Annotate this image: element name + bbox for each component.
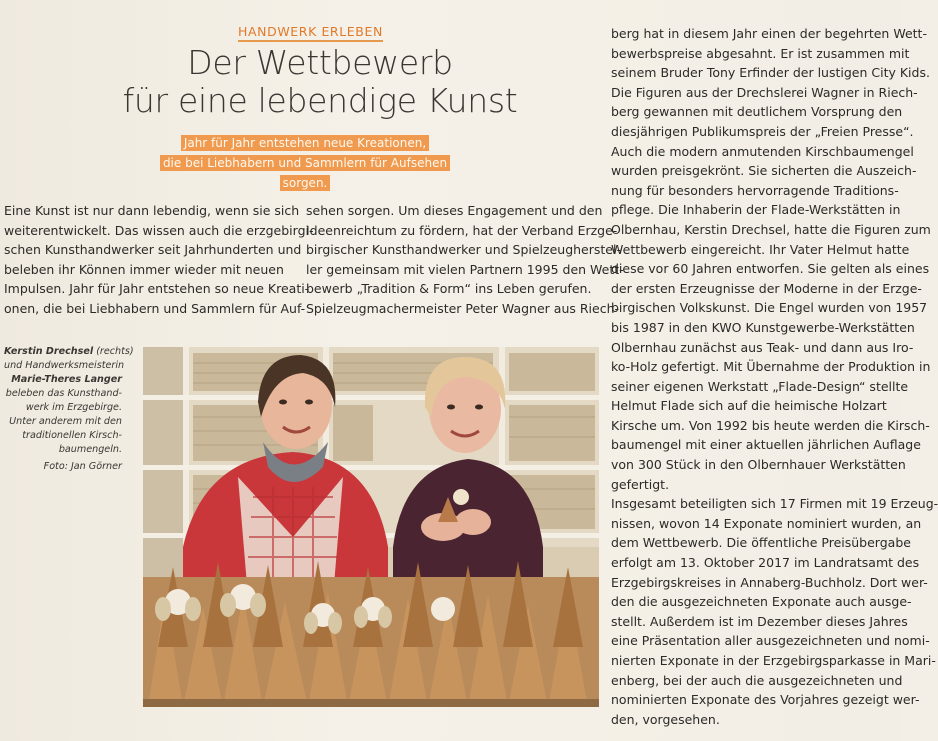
body-line: der ersten Erzeugnisse der Moderne in der Erzge- xyxy=(611,280,922,296)
body-line: den die ausgezeichneten Exponate auch ausge- xyxy=(611,594,912,610)
caption-name-1-note: (rechts) xyxy=(93,346,134,357)
body-line: Spielzeugmachermeister Peter Wagner aus Riech- xyxy=(306,300,620,316)
body-line: bis 1987 in den KWO Kunstgewerbe-Werkstätten xyxy=(611,319,915,335)
body-column-3 xyxy=(611,24,938,729)
caption-line: Unter anderem mit den xyxy=(9,416,122,427)
body-line: diese vor 60 Jahren entworfen. Sie gelten als eines xyxy=(611,261,930,277)
body-line: von 300 Stück in den Olbernhauer Werkstätten xyxy=(611,457,906,473)
body-line: nierten Exponate in der Erzgebirgsparkasse in Mari- xyxy=(611,653,936,668)
body-line: birgischen Volkskunst. Die Engel wurden von 1957 xyxy=(611,300,928,316)
body-line: Eine Kunst ist nur dann lebendig, wenn sie sich xyxy=(4,203,300,218)
body-line: seiner eigenen Werkstatt „Flade-Design“ stellte xyxy=(611,378,909,394)
body-line: birgischer Kunsthandwerker und Spielzeugherstel- xyxy=(306,242,621,258)
photo-illustration xyxy=(143,347,599,707)
body-line: seinem Bruder Tony Erfinder der lustigen City Kids. xyxy=(611,65,930,81)
body-line: ler gemeinsam mit vielen Partnern 1995 den Wett- xyxy=(306,261,624,277)
caption-line: werk im Erzgebirge. xyxy=(25,402,122,413)
body-line: Impulsen. Jahr für Jahr entstehen so neue Kreati- xyxy=(4,281,310,297)
headline-line-2: für eine lebendige Kunst xyxy=(122,81,518,120)
subheadline-line-1: Jahr für Jahr entstehen neue Kreationen, xyxy=(181,135,429,151)
body-line: baumengel mit einer aktuellen jährlichen Auflage xyxy=(611,437,921,453)
headline xyxy=(40,44,600,120)
body-column-1 xyxy=(4,201,314,319)
body-line: Die Figuren aus der Drechslerei Wagner in Riech- xyxy=(611,84,918,100)
subheadline-line-2: die bei Liebhabern und Sammlern für Aufsehen sorgen. xyxy=(160,155,450,191)
body-line: sehen sorgen. Um dieses Engagement und den xyxy=(306,203,603,218)
body-line: erfolgt am 13. Oktober 2017 im Landratsamt des xyxy=(611,555,920,571)
body-line: Olbernhau, Kerstin Drechsel, hatte die Figuren zum xyxy=(611,221,931,237)
article-photo xyxy=(143,347,599,707)
body-line: schen Kunsthandwerker seit Jahrhunderten und xyxy=(4,242,302,258)
body-line: berg gewannen mit deutlichem Vorsprung den xyxy=(611,104,903,120)
body-line: Insgesamt beteiligten sich 17 Firmen mit 19 Erzeug- xyxy=(611,496,938,512)
body-line: den, vorgesehen. xyxy=(611,711,720,727)
body-line: Olbernhau zunächst aus Teak- und dann aus Iro- xyxy=(611,339,914,355)
photo-credit: Foto: Jan Görner xyxy=(43,461,122,472)
subheadline xyxy=(140,133,470,193)
body-line: weiterentwickelt. Das wissen auch die erzgebirgi- xyxy=(4,222,314,238)
body-line: berg hat in diesem Jahr einen der begehrten Wett- xyxy=(611,26,927,41)
body-line: nissen, wovon 14 Exponate nominiert wurden, an xyxy=(611,515,922,531)
body-line: Wettbewerb eingereicht. Ihr Vater Helmut hatte xyxy=(611,241,910,257)
body-line: nung für besonders hervorragende Traditions- xyxy=(611,182,899,198)
body-line: gefertigt. xyxy=(611,476,670,492)
body-line: dem Wettbewerb. Die öffentliche Preisübergabe xyxy=(611,535,911,551)
caption-name-2: Marie-Theres Langer xyxy=(11,374,122,385)
body-line: Kirsche um. Von 1992 bis heute werden die Kirsch- xyxy=(611,417,930,433)
body-line: onen, die bei Liebhabern und Sammlern für Auf- xyxy=(4,300,306,316)
headline-line-1: Der Wettbewerb xyxy=(187,43,453,82)
caption-name-1: Kerstin Drechsel xyxy=(4,346,94,357)
body-line: wurden preisgekrönt. Sie sicherten die Auszeich- xyxy=(611,163,917,179)
body-line: nominierten Exponate des Vorjahres gezeigt wer- xyxy=(611,692,920,708)
body-line: diesjährigen Publikumspreis der „Freien Presse“. xyxy=(611,123,914,139)
body-line: bewerbspreise abgesahnt. Er ist zusammen mit xyxy=(611,45,910,61)
body-line: Ideenreichtum zu fördern, hat der Verband Erzge- xyxy=(306,222,618,238)
body-line: enberg, bei der auch die ausgezeichneten und xyxy=(611,672,903,688)
body-line: pflege. Die Inhaberin der Flade-Werkstätten in xyxy=(611,202,901,218)
caption-line: und Handwerksmeisterin xyxy=(4,360,125,371)
body-line: eine Präsentation aller ausgezeichneten und nomi- xyxy=(611,633,930,649)
cherry-wood-angels xyxy=(143,561,599,707)
section-kicker: HANDWERK ERLEBEN xyxy=(238,24,383,42)
body-line: ko-Holz gefertigt. Mit Übernahme der Produktion in xyxy=(611,359,931,375)
caption-line: baumengeln. xyxy=(58,444,122,455)
photo-caption xyxy=(4,345,134,474)
caption-line: beleben das Kunsthand- xyxy=(5,388,122,399)
body-line: Erzgebirgskreises in Annaberg-Buchholz. Dort wer- xyxy=(611,574,928,590)
body-column-2 xyxy=(306,201,624,319)
body-line: Auch die modern anmutenden Kirschbaumengel xyxy=(611,143,914,159)
body-line: Helmut Flade sich auf die heimische Holzart xyxy=(611,398,887,414)
body-line: stellt. Außerdem ist im Dezember dieses Jahres xyxy=(611,613,908,629)
caption-line: traditionellen Kirsch- xyxy=(22,430,122,441)
body-line: bewerb „Tradition & Form“ ins Leben gerufen. xyxy=(306,281,592,297)
body-line: beleben ihr Können immer wieder mit neuen xyxy=(4,261,284,277)
